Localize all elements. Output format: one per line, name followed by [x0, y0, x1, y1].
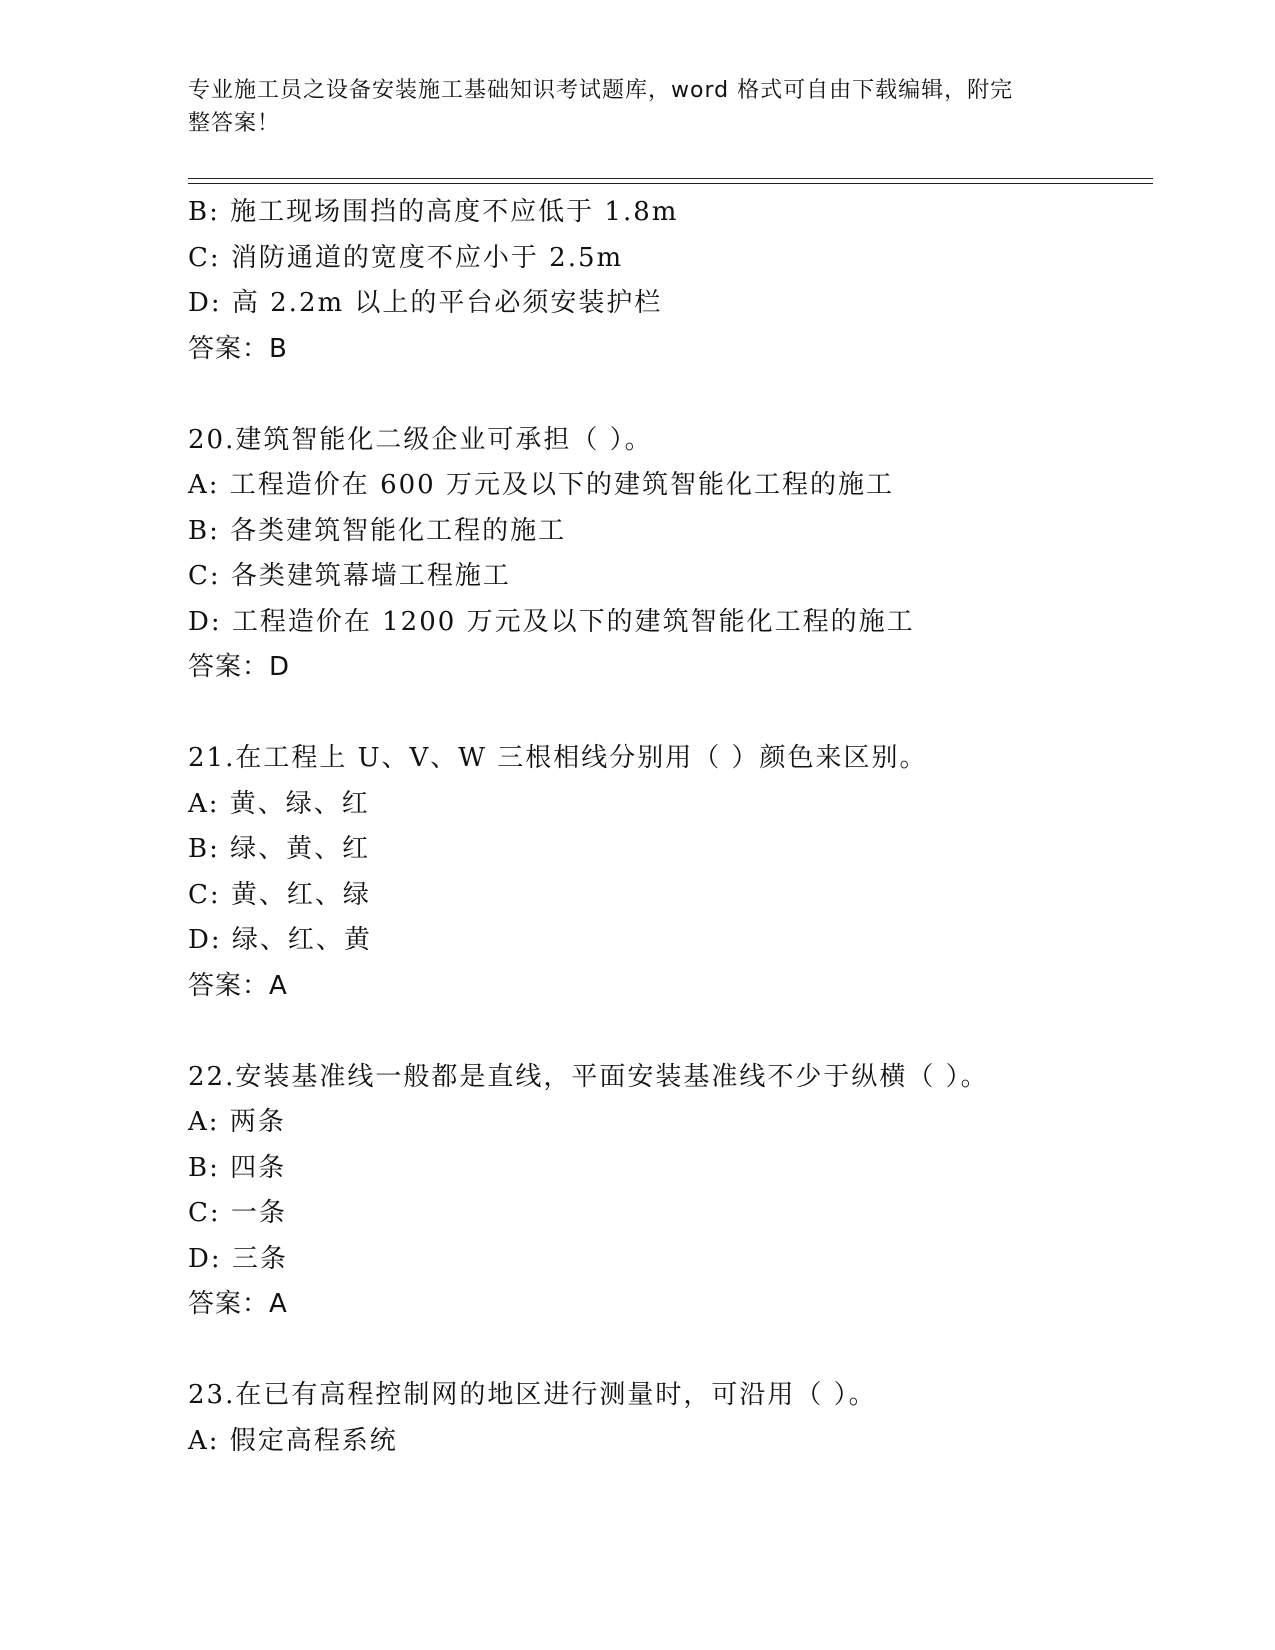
answer-text: 答案：A — [188, 970, 288, 1001]
option-b: B: 施工现场围挡的高度不应低于 1.8m — [188, 197, 679, 227]
question-22: 22.安装基准线一般都是直线，平面安装基准线不少于纵横（ ）。 — [188, 1061, 989, 1092]
spacer — [188, 1009, 1153, 1055]
option-d: D: 高 2.2m 以上的平台必须安装护栏 — [188, 288, 663, 318]
option-a: A: 工程造价在 600 万元及以下的建筑智能化工程的施工 — [188, 470, 894, 500]
header-line-1: 专业施工员之设备安装施工基础知识考试题库，word 格式可自由下载编辑，附完 — [188, 78, 1014, 103]
answer-text: 答案：B — [188, 333, 288, 364]
option-d: D: 工程造价在 1200 万元及以下的建筑智能化工程的施工 — [188, 606, 915, 637]
header-line-2: 整答案！ — [188, 111, 281, 136]
header-divider-top — [188, 178, 1153, 179]
spacer — [188, 372, 1153, 418]
answer-text: 答案：A — [188, 1289, 288, 1319]
document-header — [188, 74, 1068, 140]
option-c: C: 消防通道的宽度不应小于 2.5m — [188, 242, 624, 273]
question-21: 21.在工程上 U、V、W 三根相线分别用（ ）颜色来区别。 — [188, 743, 928, 773]
option-a: A: 黄、绿、红 — [188, 788, 370, 819]
option-a: A: 假定高程系统 — [188, 1425, 398, 1456]
option-c: C: 一条 — [188, 1198, 287, 1228]
option-b: B: 绿、黄、红 — [188, 834, 371, 864]
header-divider-bottom — [188, 183, 1153, 184]
option-d: D: 绿、红、黄 — [188, 925, 372, 955]
spacer — [188, 1328, 1153, 1374]
option-b: B: 四条 — [188, 1152, 287, 1183]
option-d: D: 三条 — [188, 1243, 288, 1274]
question-list — [188, 190, 1153, 1464]
spacer — [188, 691, 1153, 737]
option-b: B: 各类建筑智能化工程的施工 — [188, 515, 567, 546]
question-20: 20.建筑智能化二级企业可承担（ ）。 — [188, 424, 653, 455]
option-c: C: 黄、红、绿 — [188, 879, 371, 910]
answer-text: 答案：D — [188, 652, 291, 682]
option-c: C: 各类建筑幕墙工程施工 — [188, 561, 511, 591]
question-23: 23.在已有高程控制网的地区进行测量时，可沿用（ ）。 — [188, 1380, 877, 1410]
option-a: A: 两条 — [188, 1107, 286, 1137]
